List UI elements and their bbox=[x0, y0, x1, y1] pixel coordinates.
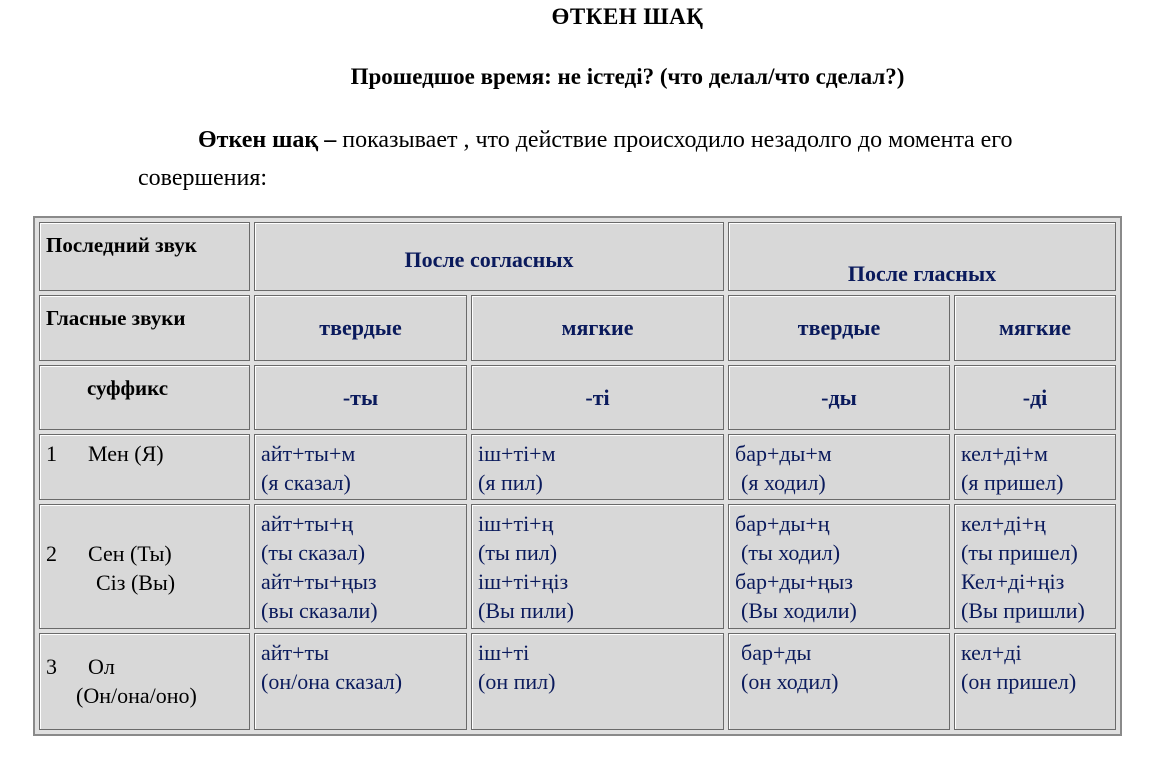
header-after-vowels: После гласных bbox=[728, 222, 1116, 291]
intro-paragraph bbox=[138, 121, 1068, 197]
corner-last-sound: Последний звук bbox=[39, 222, 250, 291]
page-subtitle: Прошедшое время: не істеді? (что делал/что сделал?) bbox=[350, 64, 905, 89]
suffix-di: -ді bbox=[954, 365, 1116, 430]
pronoun-label: Ол bbox=[88, 654, 115, 680]
row-pronoun bbox=[39, 434, 250, 501]
form-cell: іш+ті+м (я пил) bbox=[471, 434, 724, 501]
page-title: ӨТКЕН ШАҚ bbox=[551, 4, 704, 29]
header-hard-vowel: твердые bbox=[728, 295, 950, 362]
row-number: 3 bbox=[46, 654, 57, 680]
header-soft-consonant: мягкие bbox=[471, 295, 724, 362]
row-pronoun bbox=[39, 504, 250, 629]
suffix-ty: -ты bbox=[254, 365, 467, 430]
form-cell: кел+ді+м (я пришел) bbox=[954, 434, 1116, 501]
header-after-consonants: После согласных bbox=[254, 222, 724, 291]
row-number: 1 bbox=[46, 440, 57, 466]
table-row bbox=[39, 633, 1116, 730]
form-cell: кел+ді (он пришел) bbox=[954, 633, 1116, 730]
form-cell: айт+ты+ң (ты сказал) айт+ты+ңыз (вы сказали) bbox=[254, 504, 467, 629]
form-cell: айт+ты (он/она сказал) bbox=[254, 633, 467, 730]
pronoun-label: Мен (Я) bbox=[88, 440, 164, 466]
form-cell: іш+ті+ң (ты пил) іш+ті+ңіз (Вы пили) bbox=[471, 504, 724, 629]
corner-vowel-sounds: Гласные звуки bbox=[39, 295, 250, 362]
form-cell: бар+ды+ң (ты ходил) бар+ды+ңыз (Вы ходили) bbox=[728, 504, 950, 629]
suffix-ti: -ті bbox=[471, 365, 724, 430]
form-cell: іш+ті (он пил) bbox=[471, 633, 724, 730]
table-row bbox=[39, 504, 1116, 629]
row-pronoun bbox=[39, 633, 250, 730]
corner-suffix: суффикс bbox=[39, 365, 250, 430]
pronoun-label-sub: (Он/она/оно) bbox=[76, 683, 197, 709]
intro-text: показывает , что действие происходило незадолго до моментa его совершения: bbox=[138, 127, 1013, 191]
header-soft-vowel: мягкие bbox=[954, 295, 1116, 362]
form-cell: бар+ды+м (я ходил) bbox=[728, 434, 950, 501]
intro-term: Өткен шақ – bbox=[198, 127, 337, 153]
form-cell: кел+ді+ң (ты пришел) Кел+ді+ңіз (Вы пришли) bbox=[954, 504, 1116, 629]
pronoun-label: Сен (Ты) bbox=[88, 541, 172, 567]
form-cell: айт+ты+м (я сказал) bbox=[254, 434, 467, 501]
row-number: 2 bbox=[46, 541, 57, 567]
suffix-dy: -ды bbox=[728, 365, 950, 430]
conjugation-table bbox=[33, 216, 1122, 736]
pronoun-label-formal: Сіз (Вы) bbox=[96, 570, 176, 596]
form-cell: бар+ды (он ходил) bbox=[728, 633, 950, 730]
header-hard-consonant: твердые bbox=[254, 295, 467, 362]
table-row bbox=[39, 434, 1116, 501]
